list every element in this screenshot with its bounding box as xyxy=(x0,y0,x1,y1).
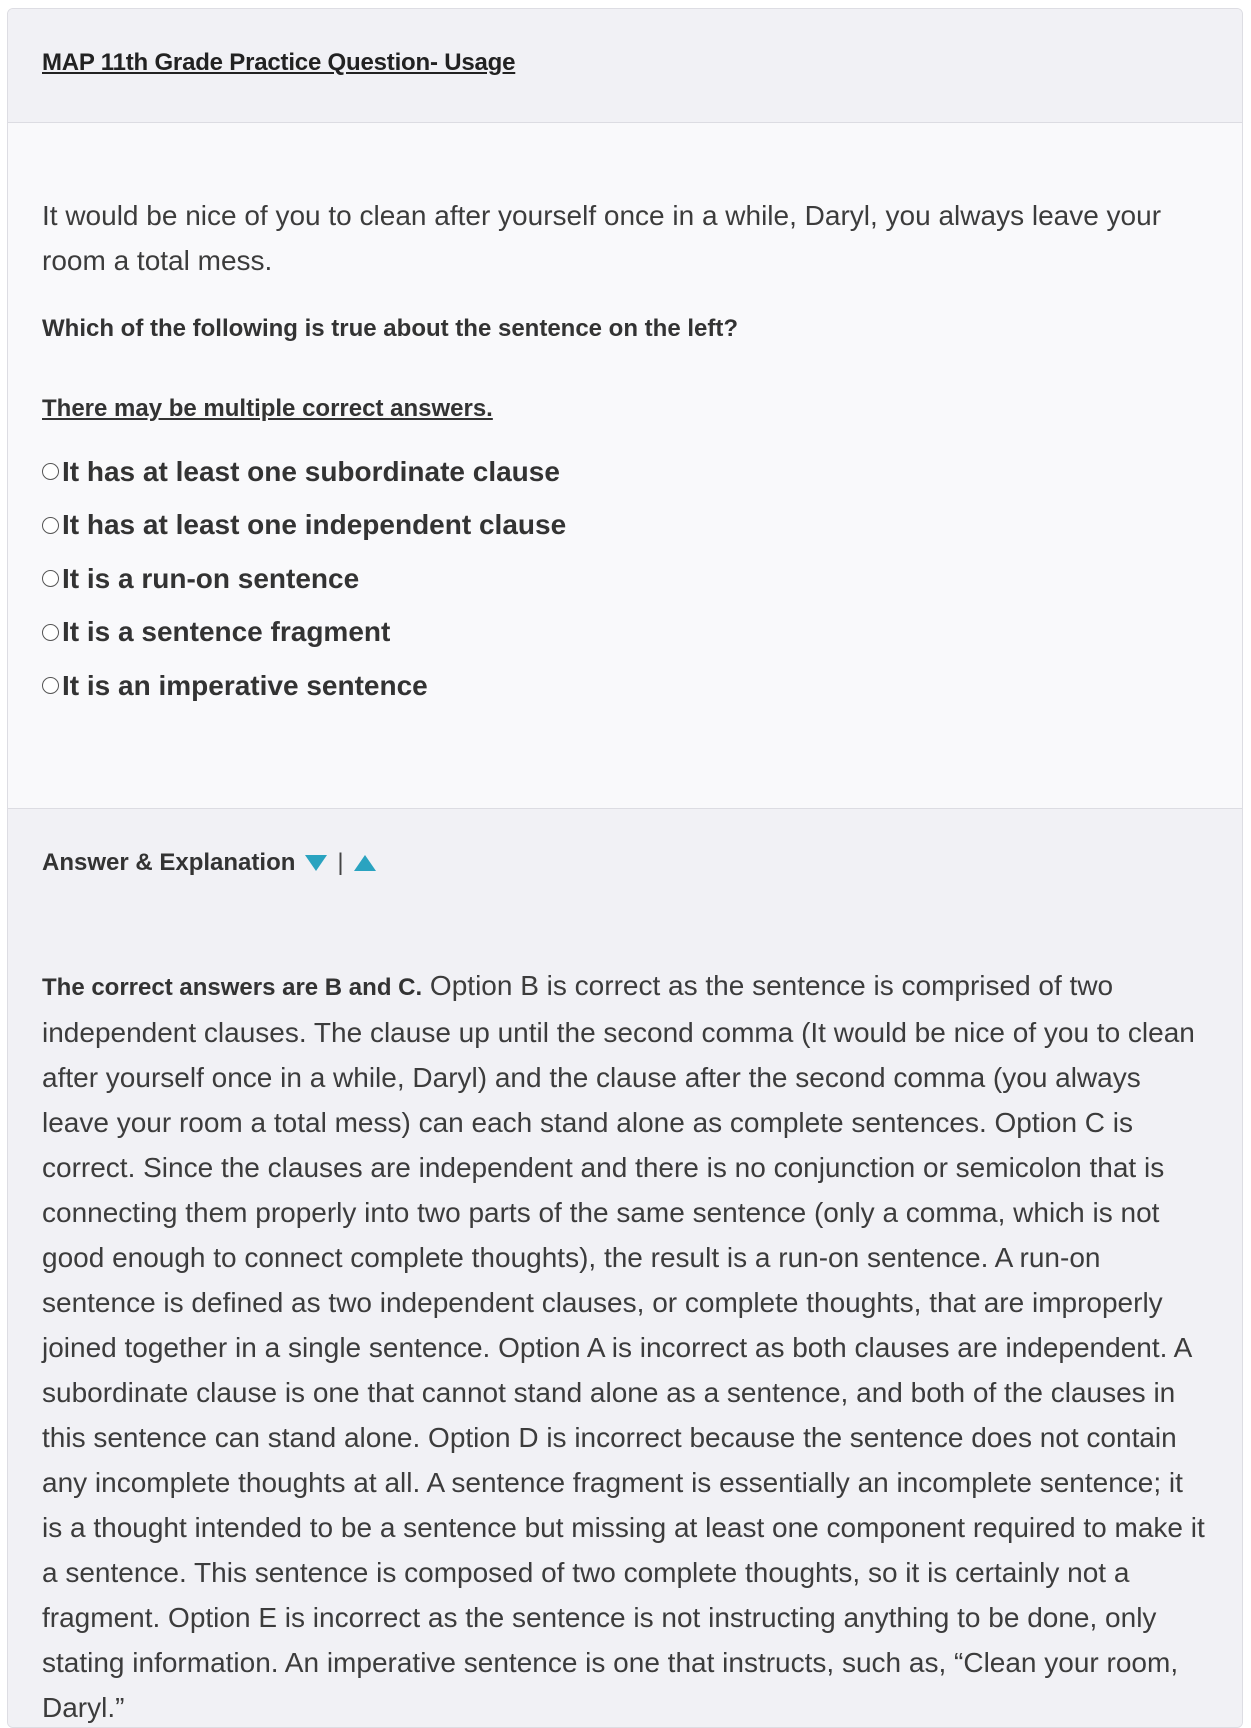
answer-option-c[interactable] xyxy=(42,552,1208,606)
multiple-answers-note: There may be multiple correct answers. xyxy=(42,395,493,422)
triangle-down-icon[interactable] xyxy=(305,855,327,871)
radio-button-icon[interactable] xyxy=(42,570,59,587)
answer-option-a[interactable] xyxy=(42,445,1208,499)
radio-button-icon[interactable] xyxy=(42,463,59,480)
question-body xyxy=(8,123,1242,809)
radio-button-icon[interactable] xyxy=(42,624,59,641)
answer-option-d[interactable] xyxy=(42,606,1208,660)
answer-option-label: It is a run-on sentence xyxy=(62,562,360,594)
question-card xyxy=(7,8,1243,1728)
question-passage: It would be nice of you to clean after yourself once in a while, Daryl, you always leave your room a total mess. xyxy=(42,200,1162,276)
explanation-toggle xyxy=(42,849,1208,877)
explanation-text xyxy=(42,963,1208,1728)
answer-explanation-section xyxy=(8,809,1242,1728)
answer-option-e[interactable] xyxy=(42,659,1208,713)
radio-button-icon[interactable] xyxy=(42,677,59,694)
correct-answers-lead: The correct answers are B and C. xyxy=(42,974,423,1001)
answer-option-label: It has at least one independent clause xyxy=(62,509,567,541)
answer-options xyxy=(42,445,1208,713)
answer-option-label: It is an imperative sentence xyxy=(62,669,428,701)
question-prompt: Which of the following is true about the sentence on the left? xyxy=(42,315,738,342)
radio-button-icon[interactable] xyxy=(42,517,59,534)
answer-option-label: It has at least one subordinate clause xyxy=(62,455,560,487)
page-title: MAP 11th Grade Practice Question- Usage xyxy=(42,49,516,76)
explanation-body: Option B is correct as the sentence is comprised of two independent clauses. The clause up until the second comma (It would be nice of you to clean after yourself once in a while, Daryl) and the clause after the second comma (you always leave your room a total mess) can each stand alone as complete sentences. Option C is correct. Since the clauses are independent and there is no conjunction or semicolon that is connecting them properly into two parts of the same sentence (only a comma, which is not good enough to connect complete thoughts), the result is a run-on sentence. A run-on sentence is defined as two independent clauses, or complete thoughts, that are improperly joined together in a single sentence. Option A is incorrect as both clauses are independent. A subordinate clause is one that cannot stand alone as a sentence, and both of the clauses in this sentence can stand alone. Option D is incorrect because the sentence does not contain any incomplete thoughts at all. A sentence fragment is essentially an incomplete sentence; it is a thought intended to be a sentence but missing at least one component required to make it a sentence. This sentence is composed of two complete thoughts, so it is certainly not a fragment. Option E is incorrect as the sentence is not instructing anything to be done, only stating information. An imperative sentence is one that instructs, such as, “Clean your room, Daryl.” xyxy=(42,970,1205,1723)
toggle-separator: | xyxy=(337,849,344,876)
answer-option-b[interactable] xyxy=(42,499,1208,553)
triangle-up-icon[interactable] xyxy=(354,855,376,871)
explanation-heading: Answer & Explanation xyxy=(42,849,296,876)
answer-option-label: It is a sentence fragment xyxy=(62,616,391,648)
card-header xyxy=(8,9,1242,123)
